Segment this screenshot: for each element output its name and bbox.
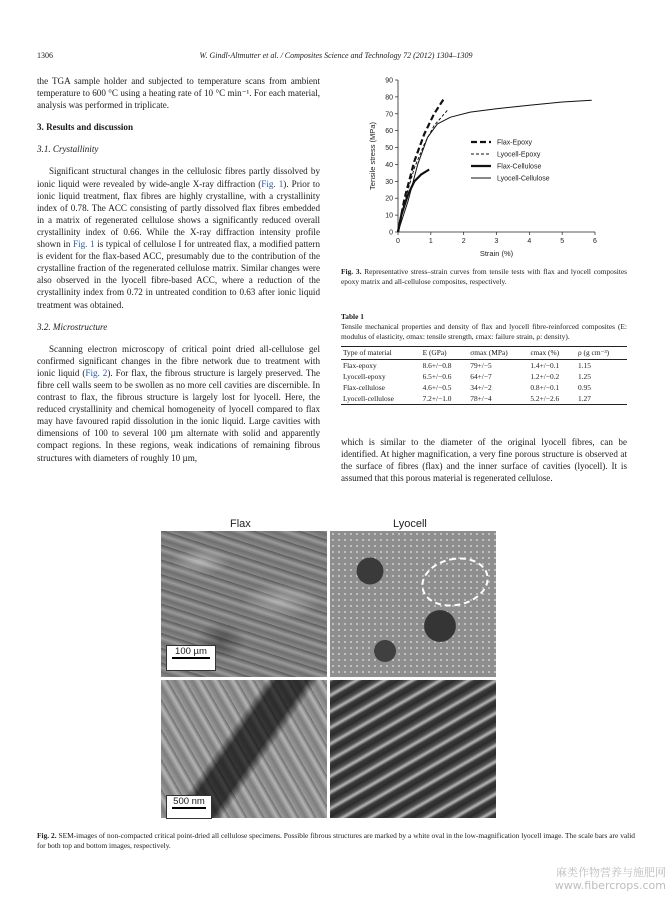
table-header-row: [341, 347, 627, 360]
table-row: [341, 371, 627, 382]
y-tick-label: 20: [385, 195, 393, 203]
figure2-label-lyocell: Lyocell: [393, 518, 427, 530]
table-cell: 0.8+/−0.1: [530, 382, 560, 392]
table-cell: 1.4+/−0.1: [530, 360, 560, 370]
scale-bar-top: [166, 645, 216, 671]
table-cell: 64+/−7: [470, 371, 492, 381]
x-tick-label: 1: [428, 238, 433, 245]
table1: [341, 312, 627, 405]
scale-bar-top-label: 100 µm: [175, 646, 207, 657]
y-tick-label: 80: [385, 94, 393, 102]
table-cell: Lyocell-cellulose: [341, 393, 421, 405]
text-span: Significant structural changes in the cellulosic fibres partly dissolved by ionic liquid were revealed by wide-angle X-ray diffraction (: [37, 166, 320, 189]
y-tick-label: 40: [385, 161, 393, 169]
table-row: [341, 360, 627, 372]
left-column: [37, 75, 320, 464]
y-axis-label: Tensile stress (MPa): [368, 122, 377, 190]
table-row: [341, 393, 627, 405]
table-cell: 8.6+/−0.8: [422, 360, 452, 370]
figure2-caption: [37, 831, 635, 851]
table-cell: 0.95: [578, 382, 591, 392]
table-cell: 1.27: [576, 393, 627, 405]
table-cell: 79+/−5: [470, 360, 492, 370]
text-span: Scanning electron microscopy of critical point dried all-cellulose gel confirmed significant changes in the fibre network due to treatment with ionic liquid (: [37, 343, 320, 378]
sem-image-lyocell-low-mag: [330, 531, 496, 677]
continued-paragraph: which is similar to the diameter of the original lyocell fibres, can be identified. At higher magnification, a very fine porous structure is observed at the surface of fibres (flax) and the inner surface of cavities (lyocell). It is assumed that this porous material is regenerated cellulose.: [341, 437, 627, 484]
stress-strain-chart: [363, 72, 608, 262]
text-span: ). Prior to ionic liquid treatment, flax fibres are highly crystalline, with a crystallinity index of 0.78. The ACC consisting of partly dissolved flax fibres embedded in a matrix of regenerated cellulose shows a significantly reduced overall crystallinity index of 0.66. While the X-ray diffraction intensity profile shown in: [37, 178, 320, 250]
right-column-text: [341, 436, 627, 484]
series-line-lyocell-epoxy: [398, 110, 447, 232]
scale-bar-top-line: [172, 657, 210, 659]
watermark-line1: 麻类作物营养与施肥网: [556, 866, 666, 879]
text-span: ). For flax, the fibrous structure is largely preserved. The fibre cell walls seem to be swollen as no more cell cavities are discernible. In contrast to flax, the fibrous structure is largely lost for lyocell. Here, the reduced crystallinity and chemical homogeneity of lyocell compared to flax may have favoured rapid dissolution in the ionic liquid. Large cavities with dimensions of 100 to several 100 µm alternate with solid and apparently compact regions. In these regions, weak indications of remaining fibrous structures with diameters of roughly 10 µm,: [37, 367, 320, 463]
scale-bar-bottom-line: [172, 807, 206, 809]
figure3-label: Fig. 3.: [341, 267, 362, 276]
table-header: Type of material: [341, 347, 421, 360]
sem-image-lyocell-high-mag: [330, 680, 496, 818]
y-tick-label: 60: [385, 128, 393, 136]
table-header: E (GPa): [421, 347, 469, 360]
scale-bar-bottom-label: 500 nm: [173, 796, 205, 807]
figure3-caption-text: Representative stress–strain curves from tensile tests with flax and lyocell composites epoxy matrix and all-cellulose composites, respectively.: [341, 267, 627, 286]
x-axis-label: Strain (%): [479, 249, 514, 258]
subsection-heading-crystallinity: 3.1. Crystallinity: [37, 144, 99, 155]
table-row: [341, 382, 627, 393]
table-cell: 1.25: [578, 371, 591, 381]
table1-label: Table 1: [341, 312, 364, 321]
x-tick-label: 2: [461, 238, 466, 245]
table-cell: 1.15: [578, 360, 591, 370]
table-cell: Lyocell-epoxy: [343, 371, 386, 381]
figure3-caption: [341, 267, 627, 287]
figure2-label-flax: Flax: [230, 518, 251, 530]
x-tick-label: 6: [593, 238, 597, 245]
table1-caption: Tensile mechanical properties and density of flax and lyocell fibre-reinforced composites (E: modulus of elasticity, σmax: tensile strength, εmax: failure strain, ρ: density).: [341, 322, 627, 341]
table1-grid: [341, 346, 627, 405]
running-title: W. Gindl-Altmutter et al. / Composites Science and Technology 72 (2012) 1304–1309: [199, 51, 473, 60]
table-cell: 5.2+/−2.6: [528, 393, 576, 405]
table-cell: 4.6+/−0.5: [422, 382, 452, 392]
x-tick-label: 5: [560, 238, 565, 245]
y-tick-label: 0: [389, 229, 393, 237]
watermark-line2: www.fibercrops.com: [554, 879, 666, 892]
figure2-label: Fig. 2.: [37, 831, 57, 840]
table-header: ρ (g cm⁻³): [576, 347, 627, 360]
fig1-link[interactable]: Fig. 1: [261, 178, 284, 189]
table-cell: Flax-epoxy: [343, 360, 377, 370]
y-tick-label: 90: [385, 77, 393, 85]
legend-label: Flax-Cellulose: [497, 163, 542, 171]
legend-label: Lyocell-Epoxy: [497, 151, 541, 159]
table-cell: Flax-cellulose: [343, 382, 385, 392]
intro-paragraph: the TGA sample holder and subjected to temperature scans from ambient temperature to 600 °C using a heating rate of 10 °C min⁻¹. For each material, analysis was performed in triplicate.: [37, 76, 320, 111]
legend-label: Lyocell-Cellulose: [497, 175, 550, 183]
table-cell: 78+/−4: [468, 393, 528, 405]
y-tick-label: 30: [385, 178, 393, 186]
x-tick-label: 0: [396, 238, 400, 245]
table-cell: 6.5+/−0.6: [422, 371, 452, 381]
subsection-heading-microstructure: 3.2. Microstructure: [37, 321, 108, 332]
table-cell: 7.2+/−1.0: [421, 393, 469, 405]
table-header: εmax (%): [528, 347, 576, 360]
table-cell: 1.2+/−0.2: [530, 371, 560, 381]
legend-label: Flax-Epoxy: [497, 139, 533, 147]
figure2-caption-text: SEM-images of non-compacted critical point-dried all cellulose specimens. Possible fibrous structures are marked by a white oval in the low-magnification lyocell image. The scale bars are valid for both top and bottom images, respectively.: [37, 831, 635, 850]
y-tick-label: 10: [385, 212, 393, 220]
page-header: [37, 51, 635, 63]
y-tick-label: 70: [385, 111, 393, 119]
text-span: is typical of cellulose I for untreated flax, a modified pattern is evident for the flax-based ACC, presumably due to the contribution of the crystalline fraction of the regenerated cellulose matrix. Similar changes were also observed in the lyocell fibre-based ACC, where a reduction of the crystallinity index from 0.72 in untreated condition to 0.63 after ionic liquid treatment was obtained.: [37, 239, 320, 310]
fig2-link[interactable]: Fig. 2: [85, 367, 108, 378]
scale-bar-bottom: [166, 795, 212, 819]
section-heading: 3. Results and discussion: [37, 122, 134, 133]
x-tick-label: 4: [527, 238, 532, 245]
watermark: [555, 866, 666, 892]
table-cell: 34+/−2: [470, 382, 492, 392]
y-tick-label: 50: [385, 145, 393, 153]
table-header: σmax (MPa): [468, 347, 528, 360]
crystallinity-paragraph: [37, 165, 320, 310]
fig1-link-2[interactable]: Fig. 1: [73, 239, 95, 250]
microstructure-paragraph: [37, 343, 320, 464]
x-tick-label: 3: [494, 238, 499, 245]
page-number: 1306: [37, 51, 53, 60]
series-line-lyocell-cellulose: [398, 100, 592, 232]
